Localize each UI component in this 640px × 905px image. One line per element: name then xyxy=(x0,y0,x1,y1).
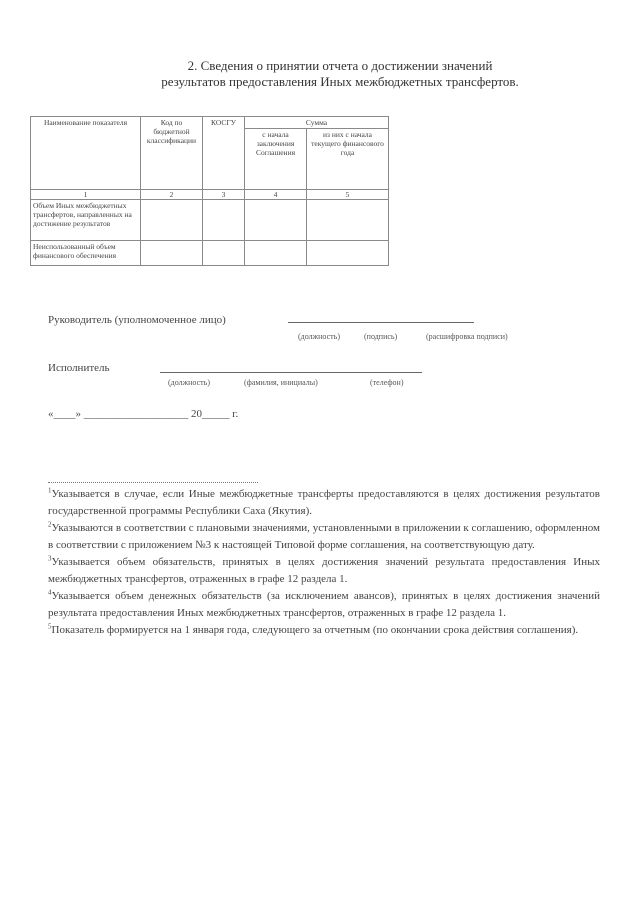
header-sum: Сумма xyxy=(245,117,389,129)
table-cell xyxy=(307,241,389,266)
footnote-item xyxy=(48,622,600,639)
footnote-number: 3 xyxy=(48,554,52,563)
executor-label: Исполнитель xyxy=(48,362,110,374)
footnote-number: 2 xyxy=(48,520,52,529)
row-label: Неиспользованный объем финансового обеспечения xyxy=(31,241,141,266)
section-heading xyxy=(100,58,580,90)
table-cell xyxy=(141,200,203,241)
footnote-item xyxy=(48,520,600,554)
footnote-text: Указывается в случае, если Иные межбюджетные трансферты предоставляются в целях достижения результатов государственной программы Республики Саха (Якутия). xyxy=(48,488,600,517)
table-cell xyxy=(203,241,245,266)
head-label: Руководитель (уполномоченное лицо) xyxy=(48,314,226,326)
table-cell xyxy=(245,200,307,241)
footnote-item xyxy=(48,554,600,588)
footnote-number: 1 xyxy=(48,486,52,495)
footnote-number: 4 xyxy=(48,588,52,597)
executor-caption-phone: (телефон) xyxy=(370,378,404,387)
col-number: 3 xyxy=(203,190,245,200)
table-cell xyxy=(141,241,203,266)
report-table xyxy=(30,116,389,266)
header-sum-current-year: из них с начала текущего финансового года xyxy=(307,129,389,190)
table-cell xyxy=(245,241,307,266)
footnote-text: Указывается объем денежных обязательств (за исключением авансов), принятых в целях достижения значений результата предоставления Иных межбюджетных трансфертов, отраженных в графе 12 раздела 1. xyxy=(48,590,600,619)
footnote-text: Указываются в соответствии с плановыми значениями, установленными в приложении к соглашению, оформленном в соответствии с приложением №3 к настоящей Типовой форме соглашения, на соответствующую дату. xyxy=(48,522,600,551)
col-number: 2 xyxy=(141,190,203,200)
footnote-separator xyxy=(48,482,258,483)
header-code: Код по бюджетной классификации xyxy=(141,117,203,190)
row-label: Объем Иных межбюджетных трансфертов, направленных на достижение результатов xyxy=(31,200,141,241)
footnote-item xyxy=(48,588,600,622)
footnote-text: Показатель формируется на 1 января года, следующего за отчетным (по окончании срока действия соглашения). xyxy=(51,624,579,636)
footnote-item xyxy=(48,486,600,520)
head-caption-signature: (подпись) xyxy=(364,332,398,341)
col-number: 1 xyxy=(31,190,141,200)
date-line: «____» ___________________ 20_____ г. xyxy=(48,408,239,420)
table-cell xyxy=(307,200,389,241)
executor-caption-name: (фамилия, инициалы) xyxy=(244,378,318,387)
heading-line-1: 2. Сведения о принятии отчета о достижении значений xyxy=(187,58,493,73)
head-caption-decoding: (расшифровка подписи) xyxy=(426,332,508,341)
heading-line-2: результатов предоставления Иных межбюджетных трансфертов. xyxy=(161,74,519,89)
table-cell xyxy=(203,200,245,241)
head-signature-line xyxy=(288,322,474,323)
executor-signature-line xyxy=(160,372,422,373)
executor-caption-position: (должность) xyxy=(168,378,210,387)
header-sum-from-start: с начала заключения Соглашения xyxy=(245,129,307,190)
col-number: 5 xyxy=(307,190,389,200)
footnote-number: 5 xyxy=(48,622,52,631)
table-row xyxy=(31,241,389,266)
header-kosgu: КОСГУ xyxy=(203,117,245,190)
footnote-text: Указывается объем обязательств, принятых в целях достижения значений результата предоставления Иных межбюджетных трансфертов, отраженных в графе 12 раздела 1. xyxy=(48,556,600,585)
header-name: Наименование показателя xyxy=(31,117,141,190)
table-row xyxy=(31,200,389,241)
footnotes xyxy=(48,486,600,639)
head-caption-position: (должность) xyxy=(298,332,340,341)
col-number: 4 xyxy=(245,190,307,200)
